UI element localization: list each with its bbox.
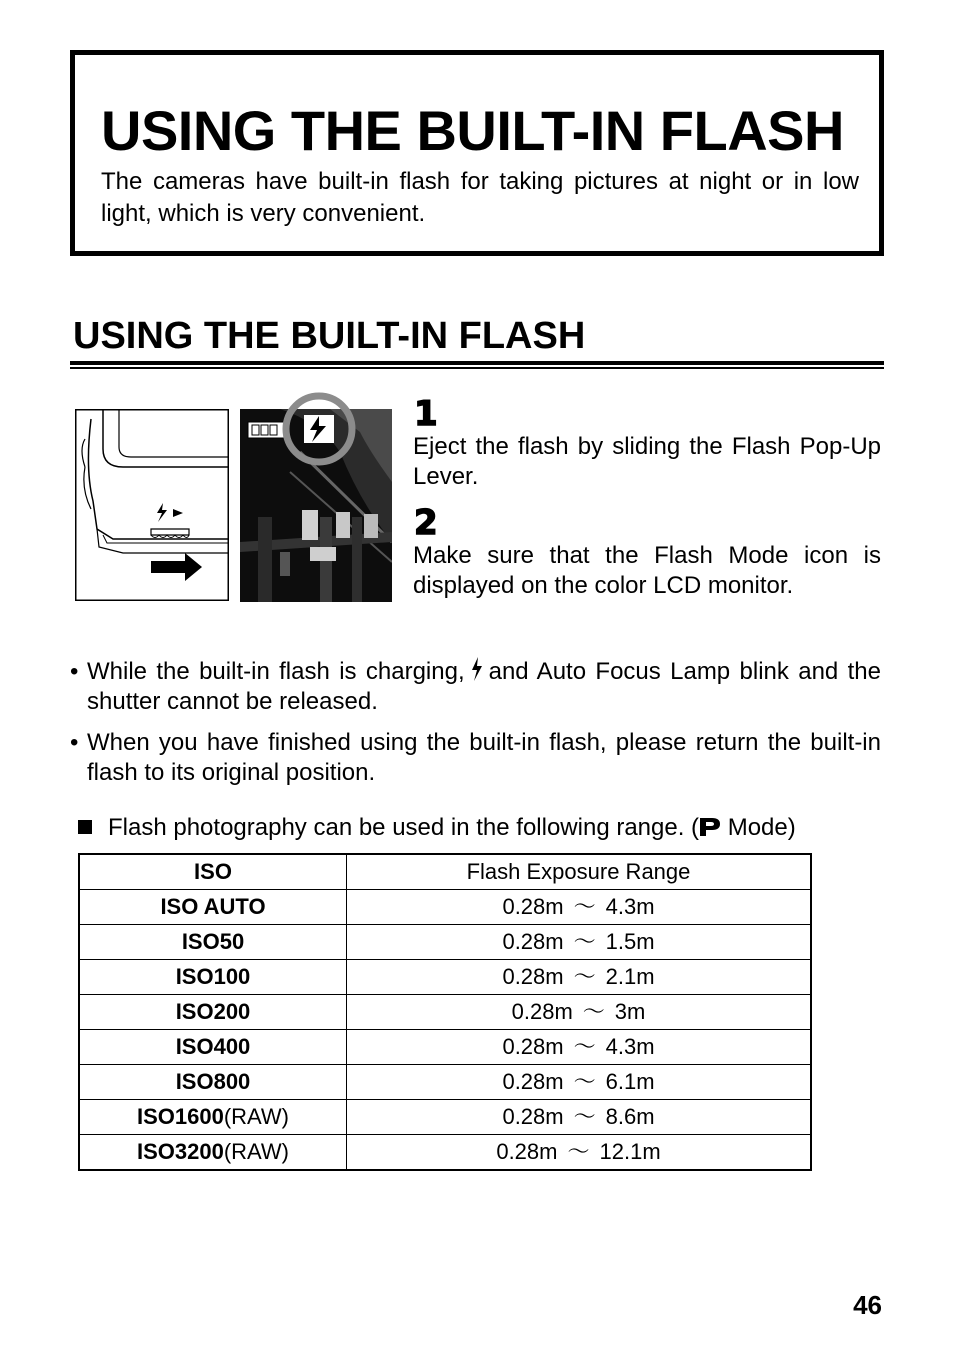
title-box: [70, 50, 884, 256]
square-bullet-icon: [78, 820, 92, 834]
step-number-2: [413, 507, 453, 537]
range-cell: 0.28m ～ 4.3m: [347, 890, 812, 925]
table-header-range: Flash Exposure Range: [347, 854, 812, 890]
range-cell: 0.28m ～ 4.3m: [347, 1030, 812, 1065]
range-cell: 0.28m ～ 6.1m: [347, 1065, 812, 1100]
bullet-1-text-before: While the built-in flash is charging,: [87, 658, 465, 685]
range-note: [78, 812, 796, 844]
table-header-iso: ISO: [79, 854, 347, 890]
table-row: [79, 890, 811, 925]
step-2-text: Make sure that the Flash Mode icon is displayed on the color LCD monitor.: [413, 542, 881, 599]
bullet-1-text-after: and Auto Focus Lamp blink and the shutter cannot be released.: [87, 658, 881, 715]
iso-cell: ISO AUTO: [79, 890, 347, 925]
step-1-text: Eject the flash by sliding the Flash Pop-Up Lever.: [413, 433, 881, 490]
range-note-text-before: Flash photography can be used in the following range. (: [108, 814, 700, 841]
table-row: [79, 1065, 811, 1100]
iso-cell: ISO400: [79, 1030, 347, 1065]
section-title: USING THE BUILT-IN FLASH: [73, 315, 586, 357]
page-number: 46: [853, 1290, 882, 1320]
note-bullet-charging: [70, 657, 881, 717]
step-number-1: [413, 398, 453, 428]
range-cell: 0.28m ～ 3m: [347, 995, 812, 1030]
table-header-row: [79, 854, 811, 890]
flash-range-table: [78, 853, 812, 1171]
table-row: [79, 925, 811, 960]
table-row: [79, 1100, 811, 1135]
bullet-dot: •: [70, 658, 79, 685]
lcd-monitor-illustration: [240, 392, 392, 602]
bullet-2-text: When you have finished using the built-in flash, please return the built-in flash to its original position.: [87, 729, 881, 786]
range-cell: 0.28m ～ 2.1m: [347, 960, 812, 995]
note-bullet-return: [70, 728, 881, 788]
table-row: [79, 960, 811, 995]
iso-cell: ISO1600(RAW): [79, 1100, 347, 1135]
table-row: [79, 995, 811, 1030]
table-row: [79, 1030, 811, 1065]
page-title: USING THE BUILT-IN FLASH: [101, 99, 844, 162]
section-rule-thin: [70, 367, 884, 369]
flash-icon: [471, 657, 483, 681]
iso-cell: ISO50: [79, 925, 347, 960]
p-mode-icon: [699, 817, 721, 837]
range-note-text-after: Mode): [721, 814, 796, 841]
range-cell: 0.28m ～ 12.1m: [347, 1135, 812, 1171]
svg-text:2: 2: [414, 507, 438, 537]
iso-cell: ISO3200(RAW): [79, 1135, 347, 1171]
iso-cell: ISO100: [79, 960, 347, 995]
iso-cell: ISO800: [79, 1065, 347, 1100]
section-rule-thick: [70, 361, 884, 365]
range-cell: 0.28m ～ 8.6m: [347, 1100, 812, 1135]
iso-cell: ISO200: [79, 995, 347, 1030]
intro-text: The cameras have built-in flash for taking pictures at night or in low light, which is very convenient.: [101, 168, 859, 227]
svg-text:1: 1: [414, 398, 438, 428]
bullet-dot: •: [70, 729, 79, 756]
camera-flash-lever-illustration: [75, 409, 229, 601]
table-row: [79, 1135, 811, 1171]
range-cell: 0.28m ～ 1.5m: [347, 925, 812, 960]
